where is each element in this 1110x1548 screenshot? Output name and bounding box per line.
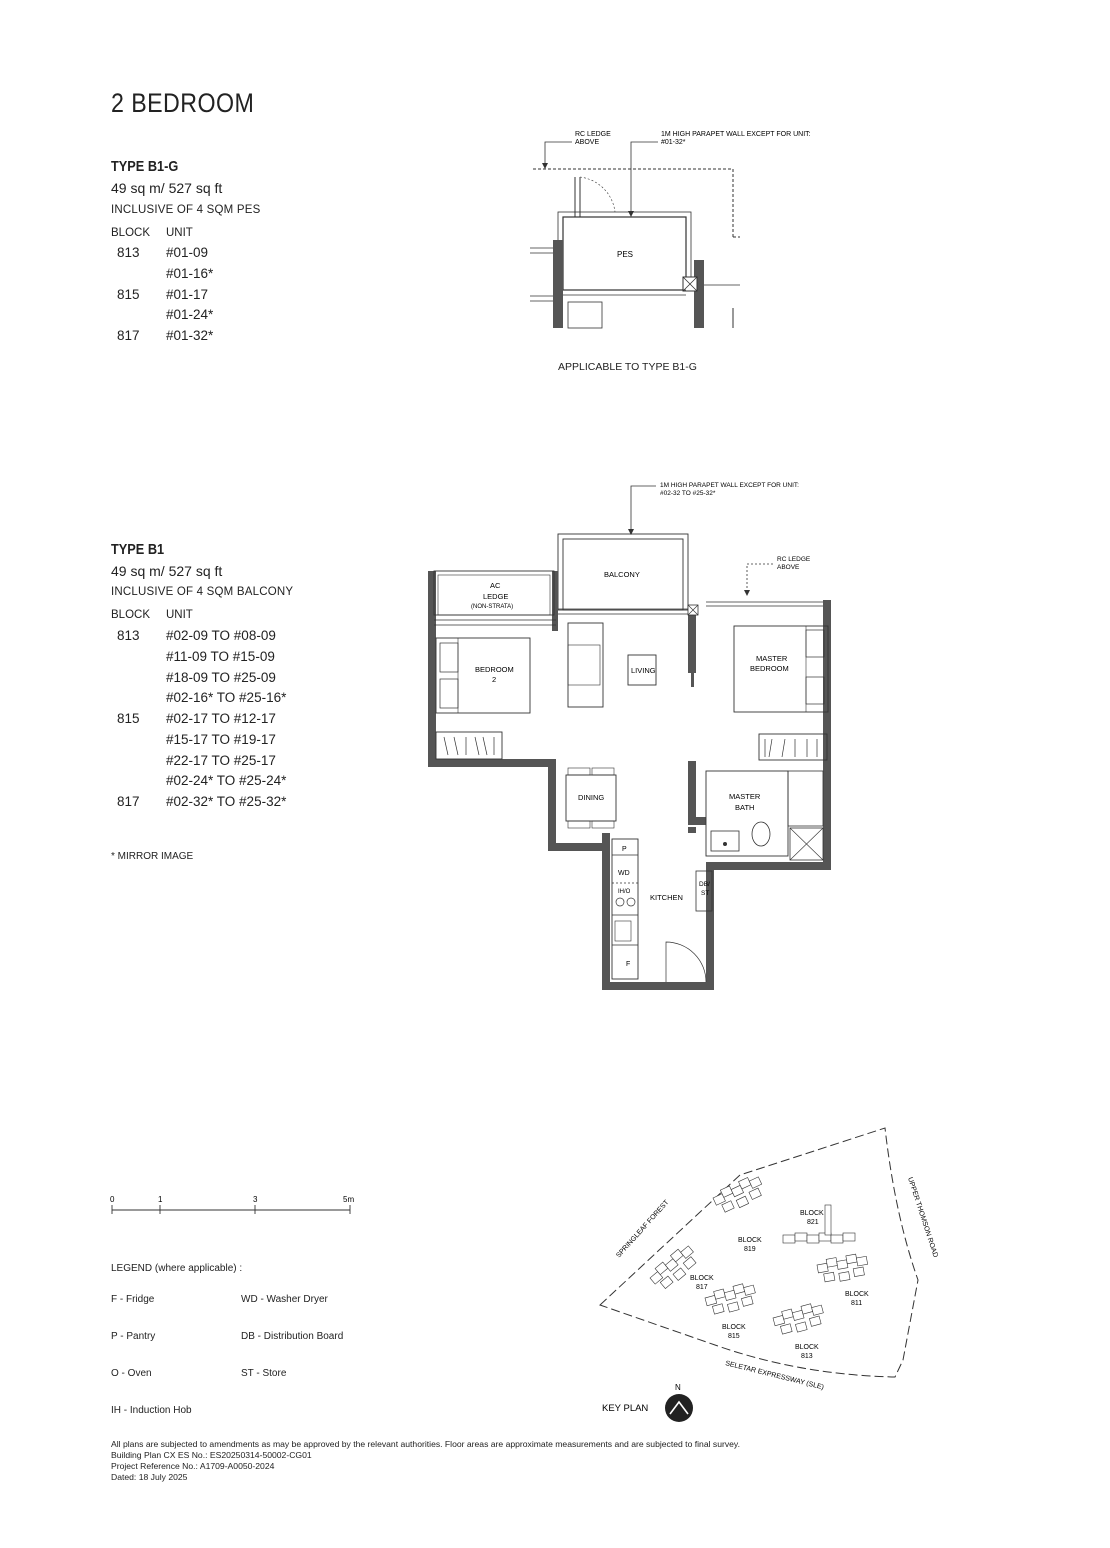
- upper-thomson-road-label: UPPER THOMSON ROAD: [906, 1176, 939, 1259]
- b1g-row-unit: #01-09: [166, 245, 209, 260]
- scale-tick-label: 0: [110, 1195, 115, 1204]
- legend-item: WD - Washer Dryer: [241, 1294, 328, 1305]
- type-b1g-col-block: BLOCK: [111, 227, 150, 239]
- key-plan-label: KEY PLAN: [602, 1403, 649, 1414]
- b1-row-unit: #02-09 TO #08-09: [166, 628, 276, 643]
- footer-notes: [111, 1439, 740, 1483]
- b1-row-block: 815: [117, 711, 140, 726]
- sle-label: SELETAR EXPRESSWAY (SLE): [724, 1360, 825, 1392]
- block-label: BLOCK: [845, 1291, 869, 1298]
- b1-row-unit: #22-17 TO #25-17: [166, 753, 276, 768]
- b1g-parapet-label: 1M HIGH PARAPET WALL EXCEPT FOR UNIT:: [661, 131, 811, 138]
- b1g-partial-plan: [500, 120, 830, 380]
- b1g-row-block: 817: [117, 328, 140, 343]
- b1-row-unit: #02-24* TO #25-24*: [166, 773, 287, 788]
- block-label: BLOCK: [738, 1237, 762, 1244]
- north-arrow-icon: [665, 1394, 693, 1422]
- footer-building-plan: Building Plan CX ES No.: ES20250314-50002-CG01: [111, 1450, 312, 1460]
- block-label: BLOCK: [722, 1324, 746, 1331]
- master-bedroom-label: MASTER: [756, 654, 788, 663]
- b1-row-unit: #02-17 TO #12-17: [166, 711, 276, 726]
- b1-row-unit: #18-09 TO #25-09: [166, 670, 276, 685]
- dining-label: DINING: [578, 793, 605, 802]
- block-number: 815: [728, 1333, 740, 1340]
- footer-disclaimer: All plans are subjected to amendments as may be approved by the relevant authorities. Floor areas are approximate measurements and are subjected to final survey.: [111, 1439, 740, 1449]
- type-b1-heading: TYPE B1: [111, 541, 165, 558]
- kitchen-label: KITCHEN: [650, 893, 683, 902]
- legend-title: LEGEND (where applicable) :: [111, 1263, 243, 1274]
- balcony-label: BALCONY: [604, 570, 640, 579]
- b1g-caption: APPLICABLE TO TYPE B1-G: [558, 361, 697, 373]
- master-bath-label: MASTER: [729, 792, 761, 801]
- scale-tick-label: 3: [253, 1195, 258, 1204]
- b1-rc-ledge-label: RC LEDGE: [777, 556, 811, 563]
- type-b1g-heading: TYPE B1-G: [111, 158, 179, 175]
- block-label: BLOCK: [800, 1210, 824, 1217]
- type-b1-col-unit: UNIT: [166, 609, 193, 621]
- type-b1-inclusive: INCLUSIVE OF 4 SQM BALCONY: [111, 586, 294, 598]
- footer-project-ref: Project Reference No.: A1709-A0050-2024: [111, 1461, 275, 1471]
- ac-ledge-label: LEDGE: [483, 592, 509, 601]
- legend-item: IH - Induction Hob: [111, 1405, 192, 1416]
- b1-row-unit: #02-32* TO #25-32*: [166, 794, 287, 809]
- type-b1-area: 49 sq m/ 527 sq ft: [111, 563, 223, 579]
- scale-tick-label: 5m: [343, 1195, 355, 1204]
- springleaf-forest-label: SPRINGLEAF FOREST: [615, 1199, 671, 1260]
- mirror-image-note: * MIRROR IMAGE: [111, 851, 194, 862]
- b1-floor-plan: [420, 475, 840, 1000]
- b1g-row-unit: #01-24*: [166, 307, 214, 322]
- block-number: 819: [744, 1246, 756, 1253]
- b1g-parapet-label: #01-32*: [661, 139, 686, 146]
- hob-oven-label: IH/O: [618, 889, 631, 895]
- block-label: BLOCK: [690, 1275, 714, 1282]
- b1-row-unit: #11-09 TO #15-09: [166, 649, 275, 664]
- block-label: BLOCK: [795, 1344, 819, 1351]
- fridge-label: F: [626, 961, 631, 968]
- b1g-row-unit: #01-17: [166, 287, 209, 302]
- footer-date: Dated: 18 July 2025: [111, 1472, 188, 1482]
- legend-item: ST - Store: [241, 1368, 287, 1379]
- key-plan: [595, 1120, 939, 1425]
- ac-ledge-label: (NON-STRATA): [471, 604, 514, 610]
- pantry-label: P: [622, 846, 627, 853]
- db-label: DB/: [699, 881, 710, 888]
- b1-rc-ledge-label: ABOVE: [777, 564, 800, 571]
- st-label: ST: [701, 890, 710, 897]
- b1g-row-block: 813: [117, 245, 140, 260]
- b1-row-unit: #15-17 TO #19-17: [166, 732, 276, 747]
- b1-row-block: 813: [117, 628, 140, 643]
- block-number: 811: [851, 1300, 863, 1307]
- b1g-row-block: 815: [117, 287, 140, 302]
- block-number: 813: [801, 1353, 813, 1360]
- type-b1g-col-unit: UNIT: [166, 227, 193, 239]
- legend-item: DB - Distribution Board: [241, 1331, 344, 1342]
- bedroom-2-label: BEDROOM: [475, 665, 514, 674]
- b1-parapet-label: 1M HIGH PARAPET WALL EXCEPT FOR UNIT:: [660, 482, 799, 489]
- block-number: 817: [696, 1284, 708, 1291]
- type-b1-col-block: BLOCK: [111, 609, 150, 621]
- b1g-rc-ledge-label: RC LEDGE: [575, 131, 611, 138]
- master-bedroom-label: BEDROOM: [750, 664, 789, 673]
- b1-parapet-label: #02-32 TO #25-32*: [660, 490, 716, 497]
- b1g-rc-ledge-label: ABOVE: [575, 139, 600, 146]
- legend-item: O - Oven: [111, 1368, 152, 1379]
- bedroom-2-label: 2: [492, 675, 497, 684]
- scale-tick-label: 1: [158, 1195, 163, 1204]
- b1-row-unit: #02-16* TO #25-16*: [166, 690, 287, 705]
- b1g-row-unit: #01-16*: [166, 266, 214, 281]
- page-title: 2 BEDROOM: [111, 88, 255, 118]
- washer-dryer-label: WD: [618, 870, 630, 877]
- pes-label: PES: [617, 250, 634, 259]
- type-b1g-area: 49 sq m/ 527 sq ft: [111, 180, 223, 196]
- ac-ledge-label: AC: [490, 581, 501, 590]
- b1-row-block: 817: [117, 794, 140, 809]
- b1g-row-unit: #01-32*: [166, 328, 214, 343]
- living-label: LIVING: [631, 666, 656, 675]
- type-b1g-inclusive: INCLUSIVE OF 4 SQM PES: [111, 204, 261, 216]
- legend-item: F - Fridge: [111, 1294, 155, 1305]
- master-bath-label: BATH: [735, 803, 755, 812]
- legend-item: P - Pantry: [111, 1331, 156, 1342]
- north-label: N: [675, 1383, 681, 1392]
- scale-bar: [105, 1190, 365, 1220]
- block-number: 821: [807, 1219, 819, 1226]
